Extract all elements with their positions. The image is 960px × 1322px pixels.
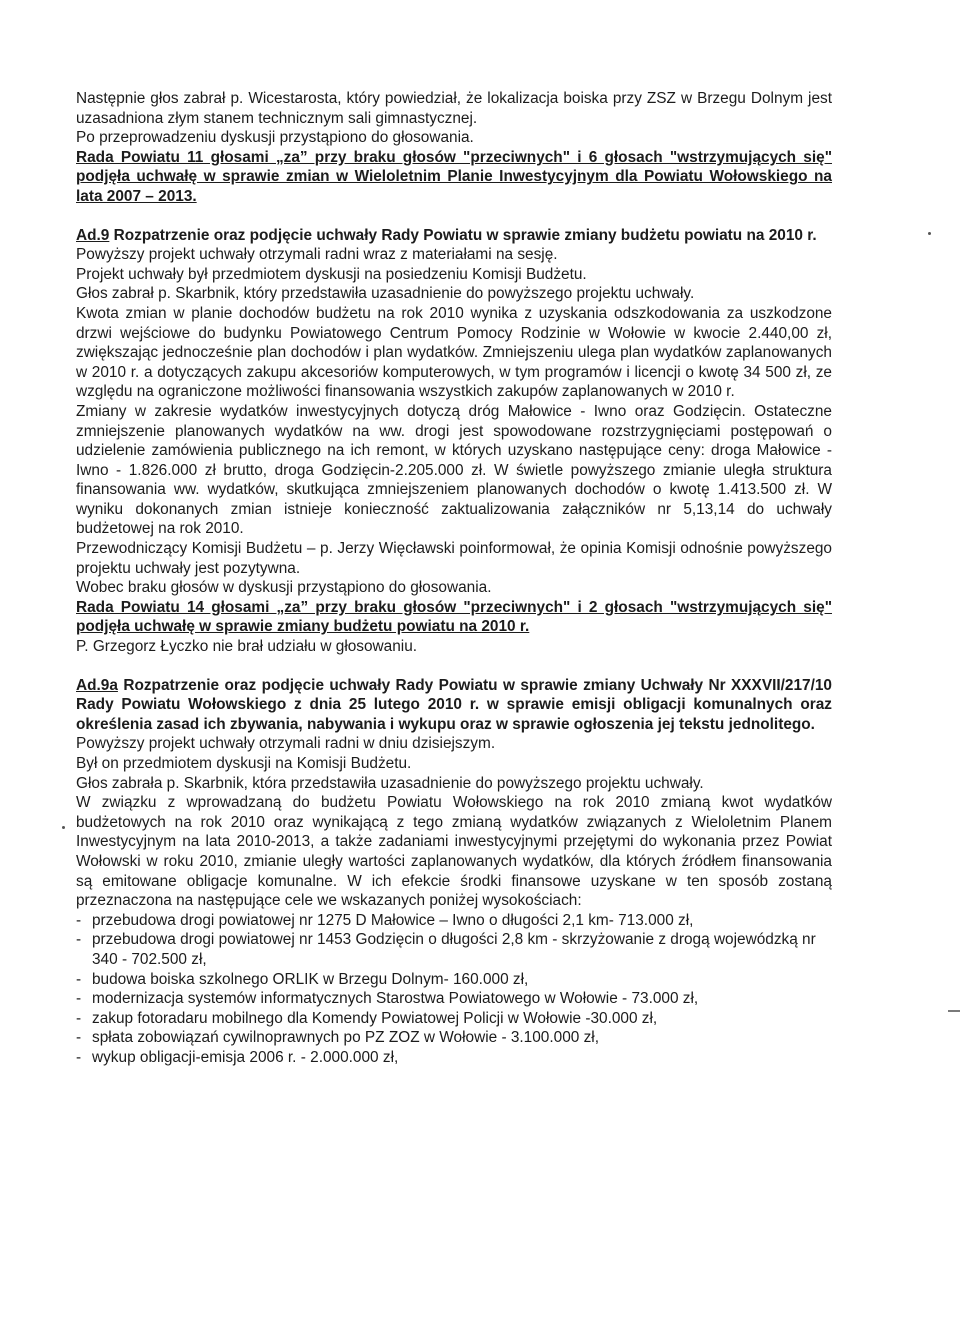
vote-result-2-note: P. Grzegorz Łyczko nie brał udziału w głosowaniu.: [76, 638, 418, 656]
list-item: - przebudowa drogi powiatowej nr 1275 D Małowice – Iwno o długości 2,1 km- 713.000 zł,: [76, 911, 694, 929]
list-dash: -: [76, 1009, 82, 1027]
spacer: [76, 207, 832, 226]
list-item: - przebudowa drogi powiatowej nr 1453 Godzięcin o długości 2,8 km - skrzyżowanie z drogą wojewódzką nr 340 - 702.500 zł,: [76, 931, 816, 968]
ad9a-line-2: Był on przedmiotem dyskusji na Komisji Budżetu.: [76, 755, 412, 772]
scan-speck: [928, 232, 931, 235]
list-item: - spłata zobowiązań cywilnoprawnych po PZ ZOZ w Wołowie - 3.100.000 zł,: [76, 1029, 599, 1047]
ad9-paragraph-commission-opinion: Przewodniczący Komisji Budżetu – p. Jerzy Więcławski poinformował, że opinia Komisji odnośnie powyższego projektu uchwały jest pozytywna.: [76, 540, 832, 577]
ad9-paragraph-income: Kwota zmian w planie dochodów budżetu na rok 2010 wynika z uzyskania odszkodowania za uszkodzone drzwi wejściowe do budynku Powiatowego Centrum Pomocy Rodzinie w Wołowie w kwocie 2.440,00 zł, zwiększając jednocześnie plan dochodów i plan wydatków. Zmniejszeniu ulega plan wydatków zaplanowanych w 2010 r. a dotyczących zakupu akcesoriów komputerowych, w tym programów i licencji o kwotę 34 500 zł, ze względu na ograniczone możliwości finansowania wszystkich zakupów zaplanowanych w 2010 r.: [76, 304, 832, 401]
list-dash: -: [76, 1048, 82, 1066]
agenda-item-9a-label: Ad.9a: [76, 676, 118, 694]
spacer: [76, 657, 832, 676]
agenda-item-9a-title: Rozpatrzenie oraz podjęcie uchwały Rady Powiatu w sprawie zmiany Uchwały Nr XXXVII/217/10 Rady Powiatu Wołowskiego z dnia 25 lutego 2010 r. w sprawie emisji obligacji komunalnych oraz określenia zasad ich zbywania, nabywania i wykupu oraz w sprawie ogłoszenia jej tekstu jednolitego.: [76, 676, 832, 733]
list-dash: -: [76, 931, 82, 949]
agenda-item-9-label: Ad.9: [76, 226, 110, 244]
ad9a-paragraph-bonds: W związku z wprowadzaną do budżetu Powiatu Wołowskiego na rok 2010 zmianą kwot wydatków budżetowych na rok 2010 oraz wynikającą z tego zmianą wydatków związanych z Wieloletnim Planem Inwestycyjnym na lata 2010-2013, a także zadaniami inwestycyjnymi przejętymi do wykonania przez Powiat Wołowski w roku 2010, zmianie uległy wartości zaplanowanych wydatków, dla których źródłem finansowania są emitowane obligacje komunalne. W ich efekcie środki finansowe uzyskane w ten sposób zostaną przeznaczona na następujące cele we wskazanych poniżej wysokościach:: [76, 794, 832, 910]
list-item: - zakup fotoradaru mobilnego dla Komendy Powiatowej Policji w Wołowie -30.000 zł,: [76, 1009, 658, 1027]
agenda-item-9-heading: [76, 226, 832, 246]
list-dash: -: [76, 911, 82, 929]
list-item: - budowa boiska szkolnego ORLIK w Brzegu Dolnym- 160.000 zł,: [76, 970, 529, 988]
agenda-item-9a-heading: [76, 676, 832, 735]
bond-purpose-list: [76, 911, 832, 1068]
paragraph-vote-start: Po przeprowadzeniu dyskusji przystąpiono do głosowania.: [76, 129, 474, 147]
ad9-line-1: Powyższy projekt uchwały otrzymali radni wraz z materiałami na sesję.: [76, 246, 558, 264]
ad9-line-3: Głos zabrał p. Skarbnik, który przedstawiła uzasadnienie do powyższego projektu uchwały.: [76, 285, 695, 303]
vote-result-2: Rada Powiatu 14 głosami „za” przy braku głosów "przeciwnych" i 2 głosach "wstrzymujących się" podjęła uchwałę w sprawie zmiany budżetu powiatu na 2010 r.: [76, 598, 832, 636]
list-dash: -: [76, 990, 82, 1008]
ad9-paragraph-investments: Zmiany w zakresie wydatków inwestycyjnych dotyczą dróg Małowice - Iwno oraz Godzięcin. Ostateczne zmniejszenie planowanych wydatków na ww. drogi jest spowodowane rozstrzygnięciami postępowań o udzielenie zamówienia publicznego na ich remont, w których uzyskano następujące ceny: droga Małowice - Iwno - 1.826.000 zł brutto, droga Godzięcin-2.205.000 zł. W świetle powyższego zmianie uległa struktura finansowania ww. wydatków, skutkująca zmniejszeniem planowanych dochodów o kwotę 1.413.500 zł. W wyniku dokonanych zmian istnieje konieczność zaktualizowania załączników nr 5,13,14 do uchwały budżetowej na rok 2010.: [76, 402, 832, 538]
scan-speck: [62, 826, 65, 829]
scan-edge-mark: [948, 1010, 960, 1012]
paragraph-vice-starost: Następnie głos zabrał p. Wicestarosta, który powiedział, że lokalizacja boiska przy ZSZ w Brzegu Dolnym jest uzasadniona złym stanem technicznym sali gimnastycznej.: [76, 90, 832, 127]
document-body: [76, 89, 832, 1068]
agenda-item-9-title: Rozpatrzenie oraz podjęcie uchwały Rady Powiatu w sprawie zmiany budżetu powiatu na 2010 r.: [109, 226, 817, 244]
list-dash: -: [76, 1029, 82, 1047]
ad9a-line-1: Powyższy projekt uchwały otrzymali radni w dniu dzisiejszym.: [76, 735, 496, 753]
ad9a-line-3: Głos zabrała p. Skarbnik, która przedstawiła uzasadnienie do powyższego projektu uchwały.: [76, 774, 704, 792]
list-dash: -: [76, 970, 82, 988]
list-item: - wykup obligacji-emisja 2006 r. - 2.000.000 zł,: [76, 1048, 399, 1066]
ad9-line-2: Projekt uchwały był przedmiotem dyskusji na posiedzeniu Komisji Budżetu.: [76, 265, 587, 283]
ad9-paragraph-vote-start: Wobec braku głosów w dyskusji przystąpiono do głosowania.: [76, 579, 492, 597]
list-item: - modernizacja systemów informatycznych Starostwa Powiatowego w Wołowie - 73.000 zł,: [76, 990, 699, 1008]
vote-result-1: Rada Powiatu 11 głosami „za” przy braku głosów "przeciwnych" i 6 głosach "wstrzymujących się" podjęła uchwałę w sprawie zmian w Wieloletnim Planie Inwestycyjnym dla Powiatu Wołowskiego na lata 2007 – 2013.: [76, 148, 832, 205]
